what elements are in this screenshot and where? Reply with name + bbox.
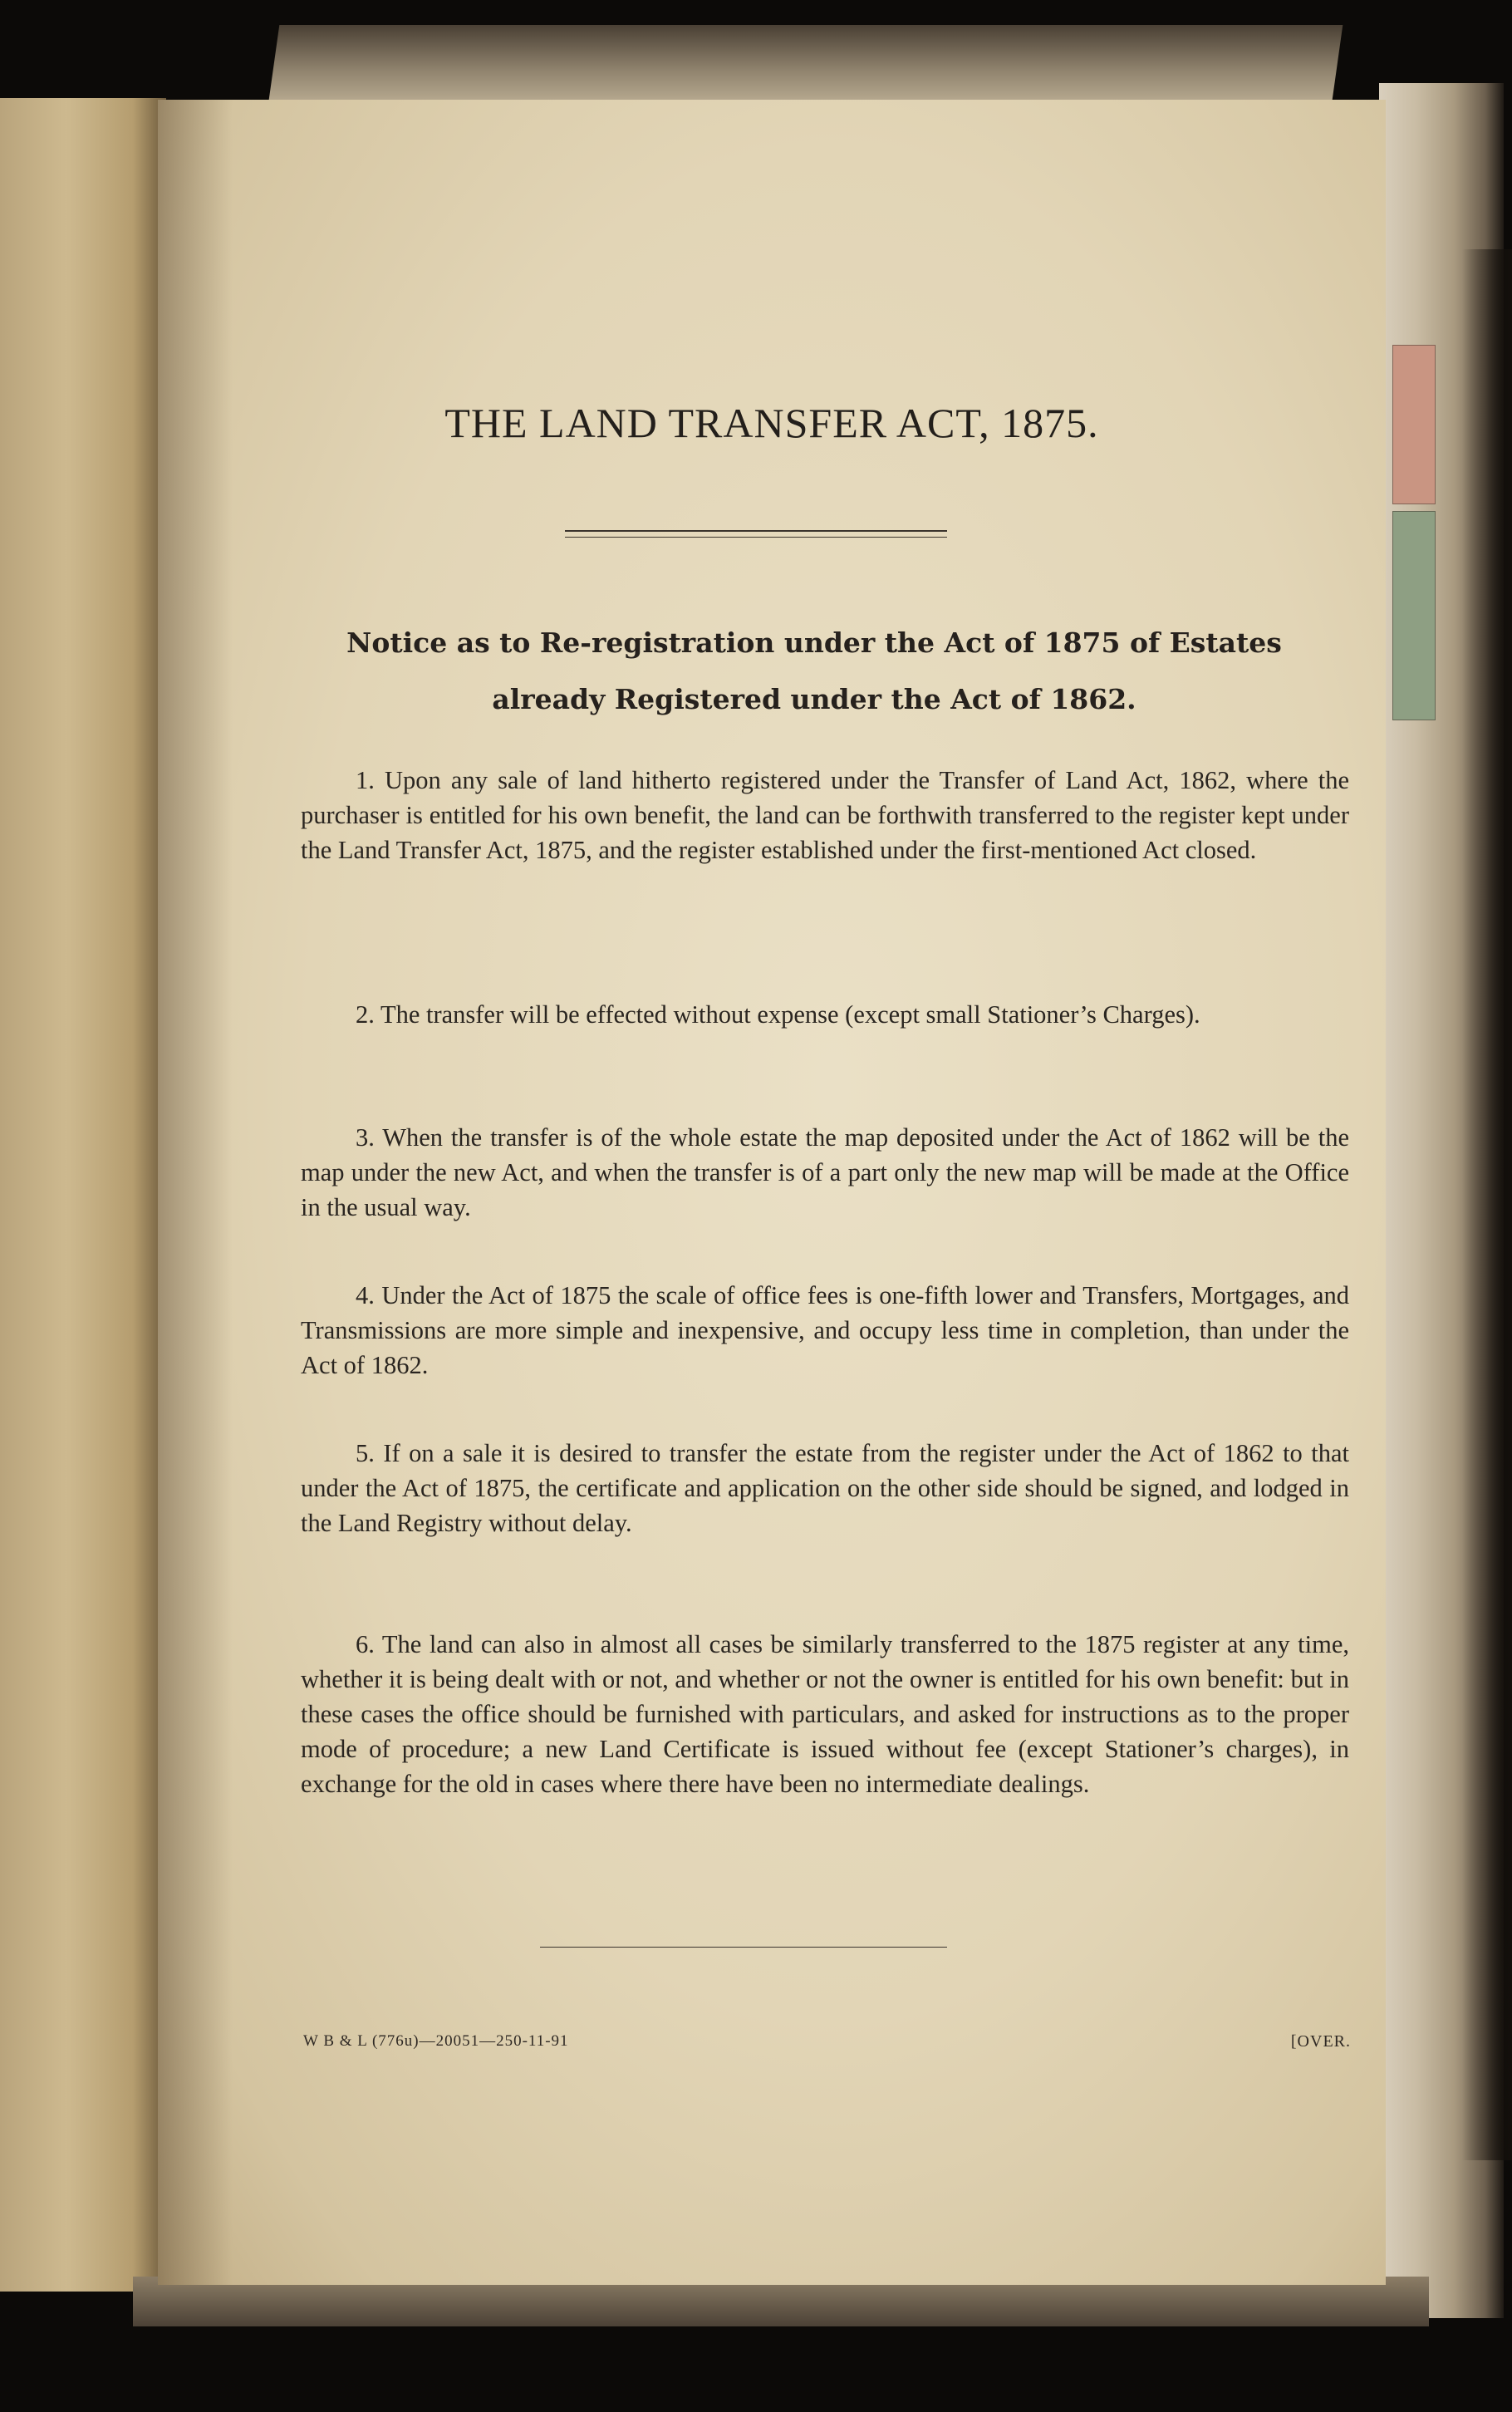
revenue-stamp-green xyxy=(1392,511,1436,720)
notice-heading-line-2: already Registered under the Act of 1862. xyxy=(492,683,1136,715)
edge-shadow xyxy=(1462,249,1512,2160)
paragraph-2: 2. The transfer will be effected without expense (except small Stationer’s Charges). xyxy=(356,1000,1200,1029)
previous-page-edge xyxy=(0,98,166,2292)
printer-imprint: W B & L (776u)—20051—250-11-91 xyxy=(303,2032,569,2050)
over-marker: [OVER. xyxy=(1290,2032,1351,2051)
paragraph-1: 1. Upon any sale of land hitherto registered under the Transfer of Land Act, 1862, where the purchaser is entitled for his own benefit, the land can be forthwith transferred to the register kept under the Land Transfer Act, 1875, and the register established under the first-mentioned Act closed. xyxy=(301,766,1349,864)
notice-heading-line-1: Notice as to Re-registration under the Act of 1875 of Estates xyxy=(346,626,1282,659)
paragraph-6: 6. The land can also in almost all cases be similarly transferred to the 1875 register at any time, whether it is being dealt with or not, and whether or not the owner is entitled for his own benefit: but in these cases the office should be furnished with particulars, and asked for instructions as to the proper mode of procedure; a new Land Certificate is issued without fee (except Stationer’s charges), in exchange for the old in cases where there have been no intermediate dealings. xyxy=(301,1630,1349,1798)
title-double-rule xyxy=(565,530,947,538)
curled-top-sheet xyxy=(269,25,1343,100)
paragraph-3: 3. When the transfer is of the whole estate the map deposited under the Act of 1862 will be the map under the new Act, and when the transfer is of a part only the new map will be made at the Office in the usual way. xyxy=(301,1123,1349,1221)
paragraph-4: 4. Under the Act of 1875 the scale of office fees is one-fifth lower and Transfers, Mortgages, and Transmissions are more simple and inexpensive, and occupy less time in completion, than under the Act of 1862. xyxy=(301,1281,1349,1379)
notice-heading xyxy=(274,615,1354,728)
document-page xyxy=(158,100,1386,2285)
paragraph-5: 5. If on a sale it is desired to transfer the estate from the register under the Act of 1862 to that under the Act of 1875, the certificate and application on the other side should be signed, and lodged in the Land Registry without delay. xyxy=(301,1439,1349,1537)
revenue-stamp-red xyxy=(1392,345,1436,504)
closing-rule xyxy=(540,1947,947,1948)
document-title: THE LAND TRANSFER ACT, 1875. xyxy=(444,400,1099,446)
